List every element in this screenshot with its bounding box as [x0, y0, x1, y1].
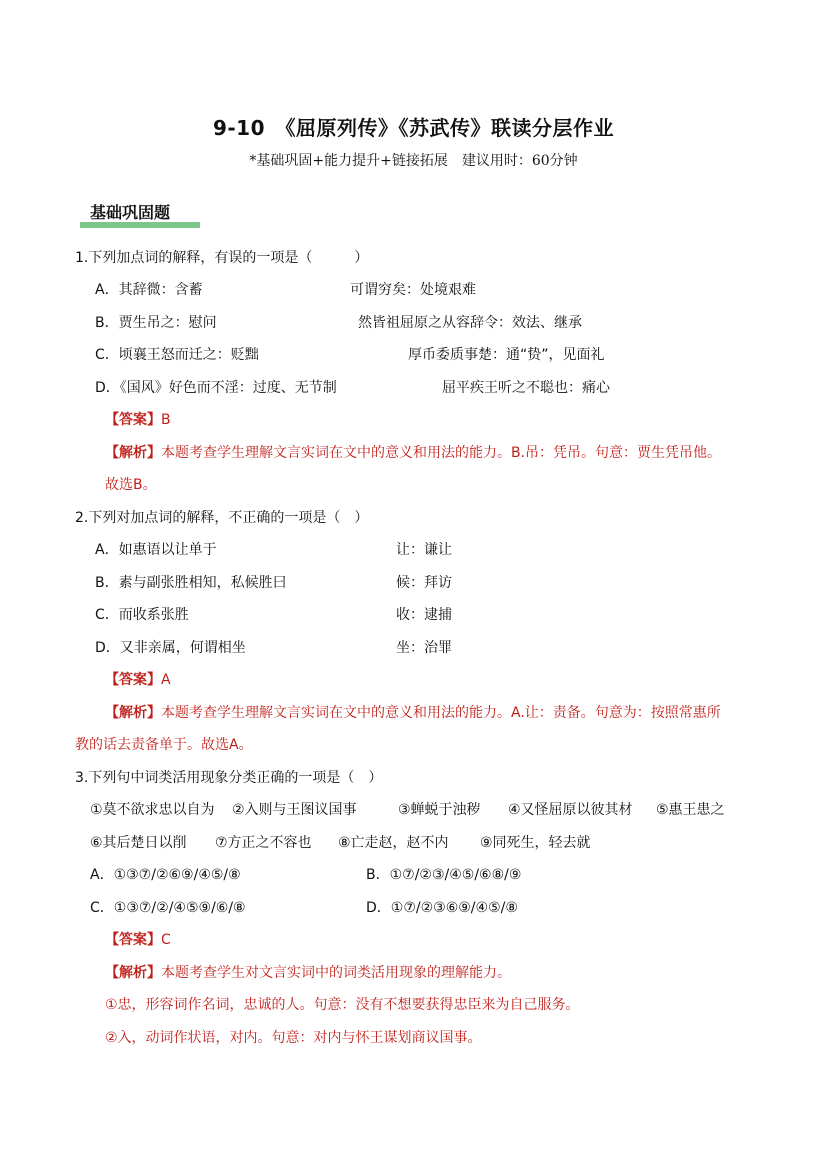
q2-answer	[105, 670, 171, 690]
q1-analysis	[105, 443, 721, 463]
q3-analysis	[105, 963, 511, 983]
q2-option-d: D．又非亲属，何谓相坐	[95, 640, 246, 656]
q3-item-1: ①莫不欲求忠以自为	[90, 802, 215, 818]
q2-answer-label: 【答案】	[105, 672, 161, 688]
q1-answer	[105, 410, 171, 430]
q2-analysis-label: 【解析】	[105, 705, 161, 721]
q3-item-6: ⑥其后楚日以削	[90, 835, 187, 851]
q2-option-b-pair: 候：拜访	[396, 575, 452, 591]
q1-option-d-pair: 屈平疾王听之不聪也：痛心	[442, 380, 610, 396]
page-subtitle: *基础巩固+能力提升+链接拓展 建议用时：60分钟	[249, 153, 578, 169]
q1-analysis-label: 【解析】	[105, 445, 161, 461]
q3-answer-label: 【答案】	[105, 932, 161, 948]
section-underline	[80, 222, 200, 228]
q1-analysis-text: 本题考查学生理解文言实词在文中的意义和用法的能力。B.吊：凭吊。句意：贾生凭吊他。	[161, 445, 722, 461]
page-title: 9-10 《屈原列传》《苏武传》联读分层作业	[212, 116, 615, 140]
q3-answer-value: C	[161, 932, 171, 948]
q2-option-c: C．而收系张胜	[95, 607, 189, 623]
q3-option-d: D．①⑦/②③⑥⑨/④⑤/⑧	[366, 900, 518, 916]
q3-item-7: ⑦方正之不容也	[215, 835, 312, 851]
q1-analysis-cont: 故选B。	[105, 477, 157, 493]
q2-analysis	[105, 703, 721, 723]
q2-analysis-text: 本题考查学生理解文言实词在文中的意义和用法的能力。A.让：责备。句意为：按照常惠所	[161, 705, 721, 721]
q1-option-b-pair: 然皆祖屈原之从容辞令：效法、继承	[358, 315, 582, 331]
q1-option-c-pair: 厚币委质事楚：通“贽”，见面礼	[408, 347, 605, 363]
q1-option-d: D．《国风》好色而不淫：过度、无节制	[95, 380, 337, 396]
q2-option-b: B．素与副张胜相知，私候胜曰	[95, 575, 287, 591]
q2-analysis-cont: 教的话去责备单于。故选A。	[75, 737, 253, 753]
q3-item-5: ⑤惠王患之	[656, 802, 725, 818]
q3-option-b: B．①⑦/②③/④⑤/⑥⑧/⑨	[366, 867, 522, 883]
q2-option-a-pair: 让：谦让	[396, 542, 452, 558]
q1-answer-label: 【答案】	[105, 412, 161, 428]
q2-option-c-pair: 收：逮捕	[396, 607, 452, 623]
q3-analysis-item-2: ②入，动词作状语，对内。句意：对内与怀王谋划商议国事。	[105, 1030, 482, 1046]
q3-item-4: ④又怪屈原以彼其材	[508, 802, 633, 818]
q2-option-d-pair: 坐：治罪	[396, 640, 452, 656]
q3-answer	[105, 930, 171, 950]
q3-item-3: ③蝉蜕于浊秽	[398, 802, 481, 818]
q3-item-2: ②入则与王图议国事	[232, 802, 357, 818]
q3-analysis-text: 本题考查学生对文言实词中的词类活用现象的理解能力。	[161, 965, 511, 981]
q3-option-c: C．①③⑦/②/④⑤⑨/⑥/⑧	[90, 900, 246, 916]
q1-option-c: C．顷襄王怒而迁之：贬黜	[95, 347, 259, 363]
q1-answer-value: B	[161, 412, 171, 428]
q1-option-a: A．其辞微：含蓄	[95, 282, 203, 298]
q2-answer-value: A	[161, 672, 171, 688]
q1-stem: 1.下列加点词的解释，有误的一项是（ ）	[75, 250, 369, 266]
q1-option-b: B．贾生吊之：慰问	[95, 315, 217, 331]
q2-option-a: A．如惠语以让单于	[95, 542, 217, 558]
q2-stem: 2.下列对加点词的解释，不正确的一项是（ ）	[75, 510, 369, 526]
q3-item-9: ⑨同死生，轻去就	[480, 835, 591, 851]
q3-analysis-item-1: ①忠，形容词作名词，忠诚的人。句意：没有不想要获得忠臣来为自己服务。	[105, 997, 580, 1013]
q3-item-8: ⑧亡走赵，赵不内	[338, 835, 449, 851]
q3-analysis-label: 【解析】	[105, 965, 161, 981]
q3-option-a: A．①③⑦/②⑥⑨/④⑤/⑧	[90, 867, 241, 883]
q1-option-a-pair: 可谓穷矣：处境艰难	[350, 282, 476, 298]
section-label: 基础巩固题	[90, 203, 171, 222]
q3-stem: 3.下列句中词类活用现象分类正确的一项是（ ）	[75, 770, 383, 786]
